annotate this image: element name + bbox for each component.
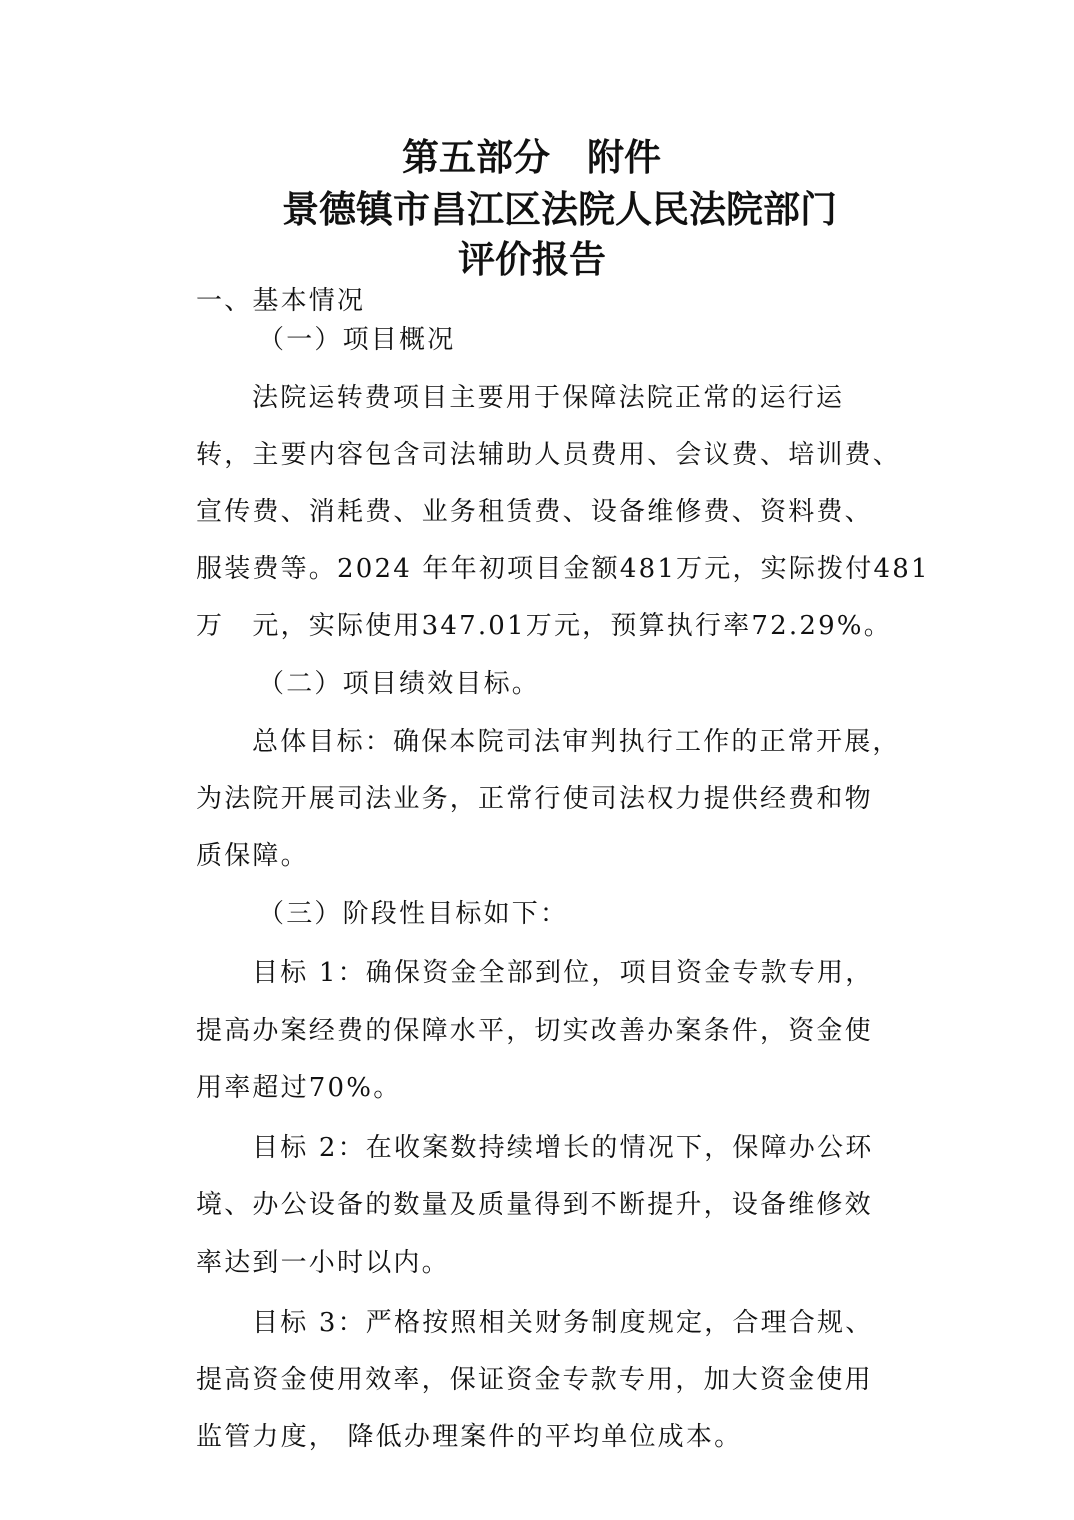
goal3-line: 目标 3：严格按照相关财务制度规定，合理合规、 (252, 1308, 874, 1338)
paragraph-line: 万 元，实际使用347.01万元，预算执行率72.29%。 (196, 611, 892, 641)
section3-heading: （三）阶段性目标如下： (258, 899, 569, 929)
goal3-line: 监管力度， 降低办理案件的平均单位成本。 (196, 1422, 743, 1452)
paragraph-line: 总体目标：确保本院司法审判执行工作的正常开展， (252, 727, 901, 757)
title-sub: 评价报告 (458, 238, 606, 281)
paragraph-line: 为法院开展司法业务，正常行使司法权力提供经费和物 (196, 784, 873, 814)
goal2-line: 率达到一小时以内。 (196, 1248, 450, 1278)
paragraph-line: 质保障。 (196, 841, 309, 871)
paragraph-line: 转，主要内容包含司法辅助人员费用、会议费、培训费、 (196, 440, 902, 470)
goal1-line: 目标 1：确保资金全部到位，项目资金专款专用， (252, 958, 874, 988)
goal2-line: 境、办公设备的数量及质量得到不断提升，设备维修效 (196, 1190, 873, 1220)
goal1-line: 用率超过70%。 (196, 1073, 402, 1103)
title-part: 第五部分 附件 (402, 136, 661, 179)
goal2-line: 目标 2：在收案数持续增长的情况下，保障办公环 (252, 1133, 874, 1163)
goal1-line: 提高办案经费的保障水平，切实改善办案条件，资金使 (196, 1016, 873, 1046)
paragraph-line: 服装费等。2024 年年初项目金额481万元，实际拨付481 (196, 554, 930, 584)
paragraph-line: 法院运转费项目主要用于保障法院正常的运行运 (252, 383, 845, 413)
section1-heading: （一）项目概况 (258, 325, 456, 355)
section2-heading: （二）项目绩效目标。 (258, 669, 541, 699)
goal3-line: 提高资金使用效率，保证资金专款专用，加大资金使用 (196, 1365, 873, 1395)
heading-basic-info: 一、基本情况 (196, 286, 366, 316)
paragraph-line: 宣传费、消耗费、业务租赁费、设备维修费、资料费、 (196, 497, 873, 527)
title-main: 景德镇市昌江区法院人民法院部门 (282, 188, 837, 231)
